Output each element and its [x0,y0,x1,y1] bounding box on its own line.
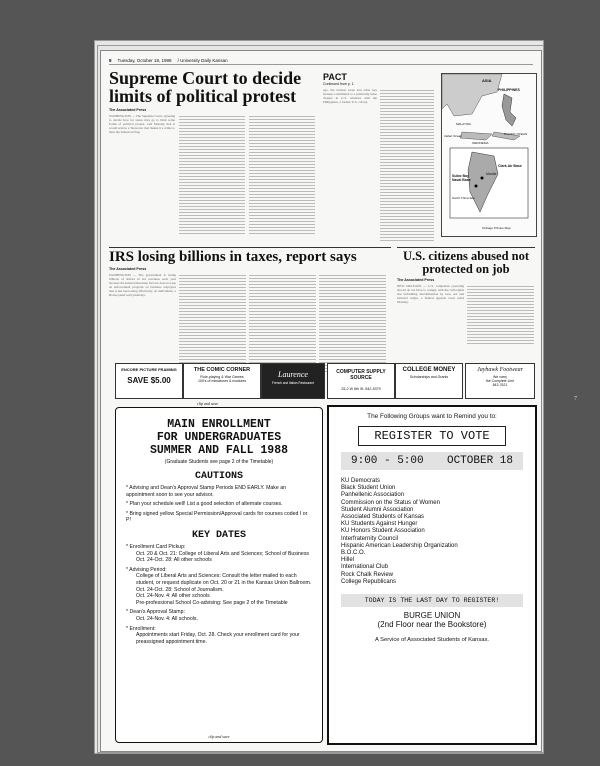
key-date-title: * Advising Period: [126,566,167,573]
ad-framing [115,363,183,399]
enroll-title-3: SUMMER AND FALL 1988 [149,444,289,457]
group-item: College Republicans [341,578,397,585]
newspaper-page [100,50,542,752]
ad-college-name: COLLEGE MONEY [402,367,456,373]
vote-service: A Service of Associated Students of Kansas. [374,637,490,644]
group-item: Hillel [341,557,355,564]
map-label: MALAYSIA [456,122,471,126]
ad-restaurant [261,363,325,399]
group-item: Associated Students of Kansas [341,514,425,521]
story-body-col3 [249,114,315,236]
map-label: Manila [486,172,497,176]
enroll-title-1: MAIN ENROLLMENT [167,418,271,431]
map-label: Indian Ocean [444,134,462,138]
group-item: KU Democrats [341,478,381,484]
margin-mark: 7 [574,396,577,402]
map-label: Clark Air Base [498,164,522,168]
ad-computer-name: COMPUTER SUPPLY SOURCE [336,369,386,381]
story-body: WASHINGTON — The Supreme Court, agreeing to decide how far states may go to limit some forms of political protest, said Monday that it would review a Texas law that makes it a crime to burn the American flag. [109,113,175,134]
clip-note-top: clip and save [197,401,219,406]
ad-framing-offer: SAVE $5.00 [127,376,171,385]
key-date-detail: Oct. 24-Nov. 4: All schools. [136,615,198,622]
irs-body-col3 [249,273,316,373]
map-label: PACIFIC OCEAN [504,132,528,136]
irs-body: WASHINGTON — The government is losing billions of dollars in tax revenues each year because the Internal Revenue Service does not use an enforcement program on business taxpayers that it has been using effectively on individuals, a House panel said yesterday. [109,273,176,298]
ad-computer-addr: 25-2 W 6th St. 842-5379 [341,387,381,391]
group-item: KU Students Against Hunger [341,521,418,528]
caution-item: * Plan your schedule well! List a good selection of alternate courses. [126,501,283,508]
irs-body-col2 [179,273,246,373]
register-vote-ad [327,405,537,745]
map-caption: Chicago Tribune Map [482,226,511,230]
vote-time-bar [341,452,523,470]
headline-citizens: U.S. citizens abused not protected on job [397,247,535,276]
group-item: Commission on the Status of Women [341,499,440,506]
group-item: B.O.C.O. [341,550,366,557]
group-item: Panhellenic Association [341,492,405,499]
map-label: ASIA [482,78,492,83]
paper-name: / University Daily Kansan [177,58,228,63]
enroll-title-2: FOR UNDERGRADUATES [156,431,282,444]
vote-intro: The Following Groups want to Remind you to: [367,413,497,420]
key-date-title: * Dean's Approval Stamp: [126,609,185,616]
caution-item: * Advising and Dean's Approval Stamp Periods END EARLY. Make an appointment soon to see your advisor. [126,485,286,498]
key-date-detail: Oct. 20 & Oct. 21: College of Liberal Arts and Sciences; School of Business [136,550,310,557]
group-item: Hispanic American Leadership Organization [341,542,458,549]
map-graphic [442,74,536,224]
byline: The Associated Press [109,107,147,112]
story-supreme-court [109,69,317,236]
asia-landmass [442,74,502,116]
key-date-detail: Oct. 24-Oct. 28: All other schools [136,557,212,564]
ad-comic-line3: 100's of miniatures & modules [197,379,247,383]
key-date-detail: Pre-professional School Co-advising: See page 2 of the Timetable [136,599,288,606]
headline-irs: IRS losing billions in taxes, report says [109,247,391,265]
story-citizens [397,247,535,346]
story-body-col2 [179,114,245,236]
story-pact [323,73,435,243]
ad-comic-name: THE COMIC CORNER [193,367,251,373]
enroll-subtitle: (Graduate Students see page 2 of the Timetable) [164,459,274,465]
ad-comic-corner [183,363,261,399]
last-day-banner: TODAY IS THE LAST DAY TO REGISTER! [341,594,523,607]
map-label: Subic Bay Naval Base [452,174,471,182]
headline-pact: PACT [323,72,347,82]
page-date: Tuesday, October 18, 1988 [117,58,172,63]
continued-note: Continued from p. 1 [323,82,354,87]
citizens-body: NEW ORLEANS — U.S. companies operating abroad do not have to comply with the civil-rights law forbidding discrimination by race, sex and national origin, a federal appeals court ruled Monday. [397,283,464,304]
ad-jayhawk-line2: We carry [493,375,507,379]
pact-body-col2 [380,88,434,243]
caution-item: * Bring signed yellow Special Permission/Approval cards for courses coded I or P! [126,510,308,524]
key-date-title: * Enrollment: [126,625,156,632]
citizens-body-col2 [467,284,534,346]
group-item: KU Honors Student Association [341,528,425,535]
group-item: Student Alumni Association [341,506,414,513]
key-date-detail: Appointments start Friday, Oct. 28. Check your enrollment card for your preassigned appointment time. [136,632,300,645]
vote-location-1: BURGE UNION [403,611,461,621]
key-date-detail: College of Liberal Arts and Sciences: Consult the letter mailed to each student, or request duplicate on Oct. 20 or 21 in the Kansas Union Ballroom. [136,573,312,586]
page-header [109,58,533,65]
group-item: Rock Chalk Review [341,571,394,578]
ad-comic-line2: Role-playing & War Games [200,375,244,379]
ad-restaurant-sub: French and Italian Restaurant [272,381,314,385]
ad-jayhawk-phone: 843-7621 [492,383,508,387]
ad-restaurant-name: Laurence [278,370,308,379]
key-date-detail: Oct. 24-Oct. 28: School of Journalism. [136,586,224,593]
cautions-heading: CAUTIONS [194,471,243,482]
base-marker [475,185,478,188]
map-label: PHILIPPINES [498,88,520,92]
clip-note-bottom: clip and save [208,734,230,739]
vote-date: OCTOBER 18 [446,455,513,467]
enrollment-ad [115,407,323,743]
irs-body-col4 [319,273,386,373]
story-irs [109,247,391,373]
ad-computer-supply [327,363,395,399]
page-number: 8 [109,58,112,63]
vote-time: 9:00 - 5:00 [351,455,424,467]
group-item: International Club [341,564,389,571]
ad-jayhawk-name: Jayhawk Footwear [477,367,523,373]
map-label: INDONESIA [472,141,489,145]
byline: The Associated Press [109,267,147,272]
key-dates-heading: KEY DATES [191,529,246,541]
philippines-map [441,73,537,237]
byline: The Associated Press [397,277,435,282]
ad-framing-name: ENCORE PICTURE FRAMING [121,367,177,372]
ad-college-money [395,363,463,399]
group-item: Black Student Union [341,485,396,492]
base-marker [481,177,484,180]
key-date-title: * Enrollment Card Pickup: [126,543,186,550]
key-date-detail: Oct. 24-Nov. 4: All other schools [136,593,210,600]
vote-location-2: (2nd Floor near the Bookstore) [377,620,487,630]
map-label: South China Sea [452,196,475,200]
philippines-islands [502,94,516,126]
headline-supreme-court: Supreme Court to decide limits of political protest [109,68,302,107]
ad-college-sub: Scholarships and Grants [409,375,449,379]
pact-body: ago, the nuclear issue and other key features contributed to a politically tense chapter in U.S. relations with the Philippines, a former U.S. colony. [323,88,377,105]
vote-title: REGISTER TO VOTE [358,426,506,446]
group-item: Interfraternity Council [341,535,399,542]
ad-jayhawk-line3: the Complete Line [485,379,515,383]
ad-jayhawk-footwear [465,363,535,399]
